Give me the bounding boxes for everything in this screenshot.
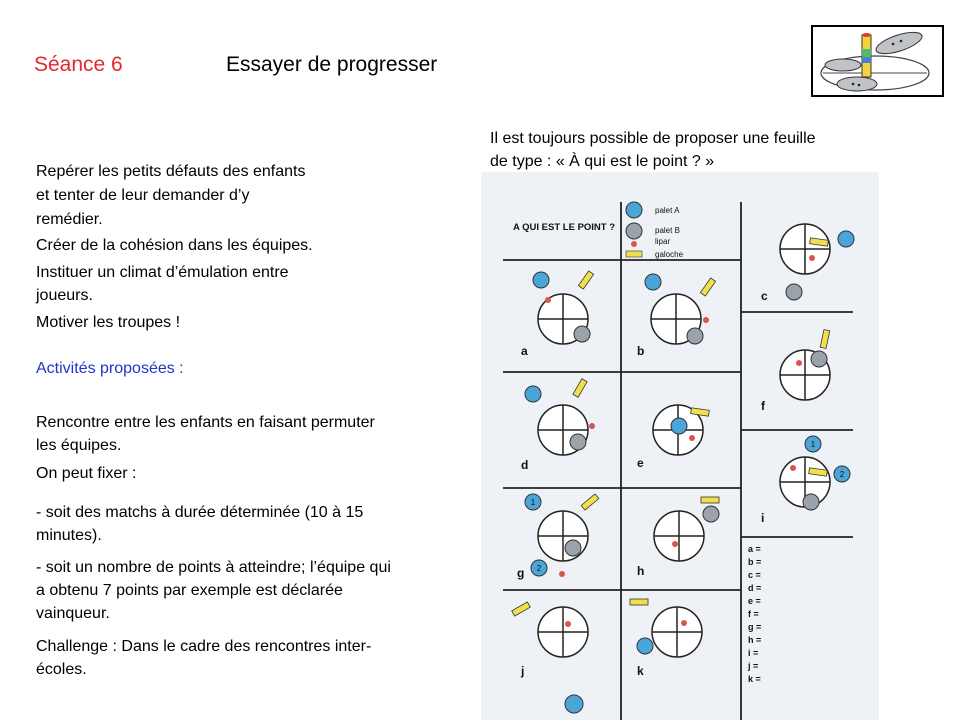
answer-line: g =	[748, 622, 762, 632]
panel-letter: g	[517, 566, 525, 580]
puck-a	[637, 638, 653, 654]
panel-letter: f	[761, 399, 765, 413]
legend-puck-b	[626, 223, 642, 239]
puck-b	[574, 326, 590, 342]
lipar	[796, 360, 802, 366]
puck-number: 1	[530, 498, 536, 507]
target-g	[538, 511, 588, 561]
puck-b	[811, 351, 827, 367]
lipar	[672, 541, 678, 547]
lipar	[681, 620, 687, 626]
galoche	[630, 599, 648, 605]
legend-label: lipar	[655, 237, 671, 246]
puck-b	[703, 506, 719, 522]
text-line: a obtenu 7 points par exemple est déclarée	[36, 582, 343, 599]
answer-line: i =	[748, 648, 759, 658]
legend-label: palet B	[655, 226, 680, 235]
answer-line: d =	[748, 583, 762, 593]
text-line: Challenge : Dans le cadre des rencontres inter-	[36, 638, 372, 655]
puck-a	[565, 695, 583, 713]
text-line: Créer de la cohésion dans les équipes.	[36, 237, 313, 254]
lipar	[565, 621, 571, 627]
panel-letter: e	[637, 456, 644, 470]
puck-b	[786, 284, 802, 300]
legend-label: galoche	[655, 250, 684, 259]
worksheet-intro	[490, 127, 900, 173]
text-line: - soit un nombre de points à atteindre; l’équipe qui	[36, 559, 391, 576]
text-line: vainqueur.	[36, 605, 110, 622]
answer-line: c =	[748, 570, 761, 580]
text-line: Instituer un climat d’émulation entre	[36, 264, 289, 281]
lipar	[703, 317, 709, 323]
panel-letter: a	[521, 344, 528, 358]
puck-b	[687, 328, 703, 344]
panel-letter: k	[637, 664, 644, 678]
text-line: Motiver les troupes !	[36, 314, 181, 331]
puck-b	[570, 434, 586, 450]
puck-b	[565, 540, 581, 556]
puck-a	[838, 231, 854, 247]
target-j	[538, 607, 588, 657]
lipar	[589, 423, 595, 429]
lipar	[545, 297, 551, 303]
text-line: Rencontre entre les enfants en faisant permuter	[36, 414, 375, 431]
worksheet-heading: A QUI EST LE POINT ?	[513, 222, 616, 233]
legend-puck-a	[626, 202, 642, 218]
answer-line: b =	[748, 557, 762, 567]
puck-a	[645, 274, 661, 290]
text-line: joueurs.	[36, 287, 93, 304]
panel-letter: j	[521, 664, 525, 678]
text-line: écoles.	[36, 661, 87, 678]
worksheet-scan	[481, 172, 879, 720]
text-line: et tenter de leur demander d’y	[36, 187, 250, 204]
target-k	[652, 607, 702, 657]
slide-title: Essayer de progresser	[226, 53, 438, 76]
puck-a	[671, 418, 687, 434]
puck-a	[533, 272, 549, 288]
legend-galoche	[626, 251, 642, 257]
lipar	[790, 465, 796, 471]
intro-line: Il est toujours possible de proposer une feuille	[490, 130, 816, 147]
intro-line: de type : « À qui est le point ? »	[490, 153, 715, 170]
answer-line: e =	[748, 596, 761, 606]
legend-label: palet A	[655, 206, 680, 215]
panel-letter: b	[637, 344, 645, 358]
galoche	[701, 497, 719, 503]
text-line: remédier.	[36, 211, 103, 228]
answer-line: a =	[748, 544, 761, 554]
puck-number: 2	[839, 470, 845, 479]
target-c	[780, 224, 830, 274]
puck-a	[525, 386, 541, 402]
text-line: les équipes.	[36, 437, 122, 454]
text-line: - soit des matchs à durée déterminée (10 à 15	[36, 504, 364, 521]
panel-letter: c	[761, 289, 768, 303]
answer-line: h =	[748, 635, 762, 645]
puck-number: 2	[536, 564, 542, 573]
lipar	[689, 435, 695, 441]
panel-letter: h	[637, 564, 645, 578]
text-line: Repérer les petits défauts des enfants	[36, 163, 306, 180]
answer-line: k =	[748, 674, 761, 684]
lipar	[809, 255, 815, 261]
lipar	[559, 571, 565, 577]
answer-line: f =	[748, 609, 759, 619]
target-h	[654, 511, 704, 561]
puck-b	[803, 494, 819, 510]
session-label: Séance 6	[34, 53, 123, 76]
palet-game-logo	[811, 25, 944, 97]
panel-letter: i	[761, 511, 765, 525]
text-line: On peut fixer :	[36, 465, 137, 482]
puck-number: 1	[810, 440, 816, 449]
legend-lipar	[631, 241, 637, 247]
answer-line: j =	[748, 661, 759, 671]
panel-letter: d	[521, 458, 529, 472]
text-line: minutes).	[36, 527, 102, 544]
activities-heading: Activités proposées :	[36, 360, 184, 377]
